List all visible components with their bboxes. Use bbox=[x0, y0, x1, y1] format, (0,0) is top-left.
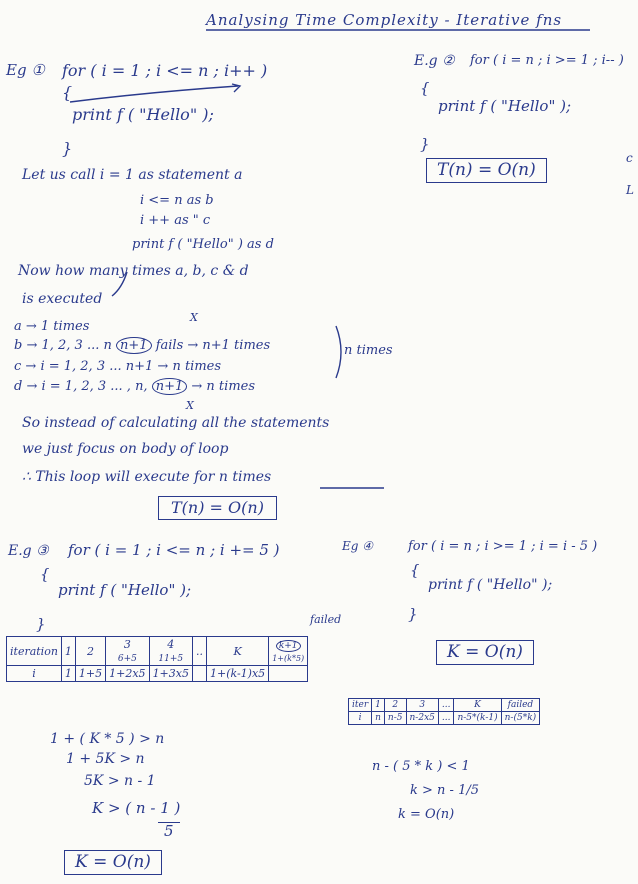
eg3-loop: for ( i = 1 ; i <= n ; i += 5 ) bbox=[68, 541, 280, 559]
eg1-open-brace: { bbox=[62, 83, 73, 102]
so-line-3-text: ∴ This loop will execute for bbox=[22, 469, 215, 485]
eg3-open-brace: { bbox=[40, 565, 50, 583]
table-cell: n bbox=[372, 712, 385, 725]
table-cell: n-5*(k-1) bbox=[454, 712, 501, 725]
table-cell bbox=[149, 637, 192, 666]
eg3-result-box: K = O(n) bbox=[64, 850, 162, 875]
eg3-work-5: 5 bbox=[158, 822, 180, 840]
eg4-work-3: k = O(n) bbox=[398, 807, 455, 822]
x-mark-top: X bbox=[190, 311, 198, 324]
eg4-loop: for ( i = n ; i >= 1 ; i = i - 5 ) bbox=[408, 539, 598, 554]
eg1-loop: for ( i = 1 ; i <= n ; i++ ) bbox=[62, 61, 268, 80]
table-cell: i bbox=[349, 712, 372, 725]
margin-mark-l: L bbox=[626, 183, 634, 197]
count-b-rest: fails → n+1 times bbox=[155, 338, 271, 353]
table-cell: ... bbox=[438, 712, 454, 725]
table-row bbox=[349, 699, 540, 712]
count-b-text: b → 1, 2, 3 ... n bbox=[14, 338, 112, 353]
question-line-2: is executed bbox=[22, 291, 103, 307]
so-line-3-underlined: n times bbox=[218, 469, 272, 485]
stmt-b: i <= n as b bbox=[140, 193, 214, 208]
table-cell: 1 bbox=[372, 699, 385, 712]
stmt-d: print f ( "Hello" ) as d bbox=[132, 237, 274, 252]
eg1-body: print f ( "Hello" ); bbox=[72, 105, 214, 124]
table-cell: 1 bbox=[61, 637, 75, 666]
stmt-c: i ++ as " c bbox=[140, 213, 211, 228]
table-cell: 1 bbox=[61, 666, 75, 682]
margin-mark-c: c bbox=[626, 151, 633, 165]
table-cell: i bbox=[7, 666, 62, 682]
page-title: Analysing Time Complexity - Iterative fns bbox=[206, 11, 563, 29]
ntimes-brace-label: n times bbox=[344, 343, 393, 358]
table-cell: failed bbox=[501, 699, 540, 712]
table-cell: 1+2x5 bbox=[106, 666, 149, 682]
count-c: c → i = 1, 2, 3 ... n+1 → n times bbox=[14, 359, 222, 374]
eg2-loop: for ( i = n ; i >= 1 ; i-- ) bbox=[470, 53, 624, 68]
stmt-a: Let us call i = 1 as statement a bbox=[22, 167, 243, 183]
count-d-text: d → i = 1, 2, 3 ... , n, bbox=[14, 379, 148, 394]
table-row bbox=[7, 666, 308, 682]
table-cell: 3 bbox=[406, 699, 438, 712]
table-cell bbox=[269, 637, 308, 666]
cell-sub: 6+5 bbox=[117, 654, 137, 664]
eg4-iteration-table bbox=[348, 698, 540, 725]
table-cell: iteration bbox=[7, 637, 62, 666]
count-b-circle: n+1 bbox=[116, 337, 152, 354]
so-line-3 bbox=[22, 470, 271, 485]
table-row bbox=[349, 712, 540, 725]
loop-arrow-head bbox=[232, 84, 240, 92]
so-line-2: we just focus on body of loop bbox=[22, 441, 229, 457]
table-cell: ... bbox=[438, 699, 454, 712]
eg4-work-2: k > n - 1/5 bbox=[410, 783, 479, 798]
eg3-work-2: 1 + 5K > n bbox=[66, 751, 145, 767]
x-mark-bottom: X bbox=[186, 399, 194, 412]
table-cell: .. bbox=[192, 637, 206, 666]
right-brace bbox=[336, 326, 341, 378]
table-cell bbox=[192, 666, 206, 682]
table-cell bbox=[269, 666, 308, 682]
eg4-body: print f ( "Hello" ); bbox=[428, 577, 553, 593]
table-cell: n-(5*k) bbox=[501, 712, 540, 725]
loop-arrow-curve bbox=[70, 86, 238, 102]
table-cell: 2 bbox=[75, 637, 105, 666]
eg1-result-box: T(n) = O(n) bbox=[158, 496, 277, 520]
eg4-open-brace: { bbox=[410, 561, 420, 579]
cell-sub: 1+(k*5) bbox=[272, 654, 305, 663]
cell-main: 3 bbox=[123, 638, 131, 651]
eg4-work-1: n - ( 5 * k ) < 1 bbox=[372, 759, 470, 774]
eg3-iteration-table bbox=[6, 636, 308, 682]
cell-main: k+1 bbox=[276, 640, 301, 652]
table-cell: 1+(k-1)x5 bbox=[206, 666, 268, 682]
question-line-1: Now how many times a, b, c & d bbox=[18, 263, 249, 279]
eg3-failed-label: failed bbox=[310, 613, 342, 626]
count-a: a → 1 times bbox=[14, 319, 90, 334]
table-cell: K bbox=[454, 699, 501, 712]
table-cell: 1+3x5 bbox=[149, 666, 192, 682]
eg3-work-3: 5K > n - 1 bbox=[84, 773, 156, 789]
eg2-close-brace: } bbox=[420, 135, 430, 153]
cell-sub: 11+5 bbox=[158, 654, 184, 664]
eg3-work-1: 1 + ( K * 5 ) > n bbox=[50, 731, 165, 747]
table-row bbox=[7, 637, 308, 666]
table-cell: n-5 bbox=[384, 712, 406, 725]
eg4-label: Eg ④ bbox=[342, 539, 374, 553]
eg2-label: E.g ② bbox=[414, 53, 455, 69]
eg3-body: print f ( "Hello" ); bbox=[58, 581, 192, 599]
eg2-body: print f ( "Hello" ); bbox=[438, 97, 572, 115]
eg4-close-brace: } bbox=[408, 605, 418, 623]
eg3-close-brace: } bbox=[36, 615, 46, 633]
count-b bbox=[14, 339, 270, 353]
table-cell: iter bbox=[349, 699, 372, 712]
eg2-open-brace: { bbox=[420, 79, 430, 97]
count-d-circle: n+1 bbox=[152, 378, 188, 395]
table-cell: K bbox=[206, 637, 268, 666]
eg3-work-4: K > ( n - 1 ) bbox=[92, 799, 181, 817]
count-d bbox=[14, 380, 255, 394]
eg1-close-brace: } bbox=[62, 139, 73, 158]
count-d-rest: → n times bbox=[191, 379, 256, 394]
table-cell: 1+5 bbox=[75, 666, 105, 682]
eg4-result-box: K = O(n) bbox=[436, 640, 534, 665]
eg2-result-box: T(n) = O(n) bbox=[426, 158, 547, 183]
so-line-1: So instead of calculating all the statements bbox=[22, 415, 330, 431]
eg1-label: Eg ① bbox=[6, 61, 45, 79]
cell-main: 4 bbox=[167, 638, 175, 651]
table-cell: n-2x5 bbox=[406, 712, 438, 725]
table-cell: 2 bbox=[384, 699, 406, 712]
eg3-label: E.g ③ bbox=[8, 543, 49, 559]
table-cell bbox=[106, 637, 149, 666]
